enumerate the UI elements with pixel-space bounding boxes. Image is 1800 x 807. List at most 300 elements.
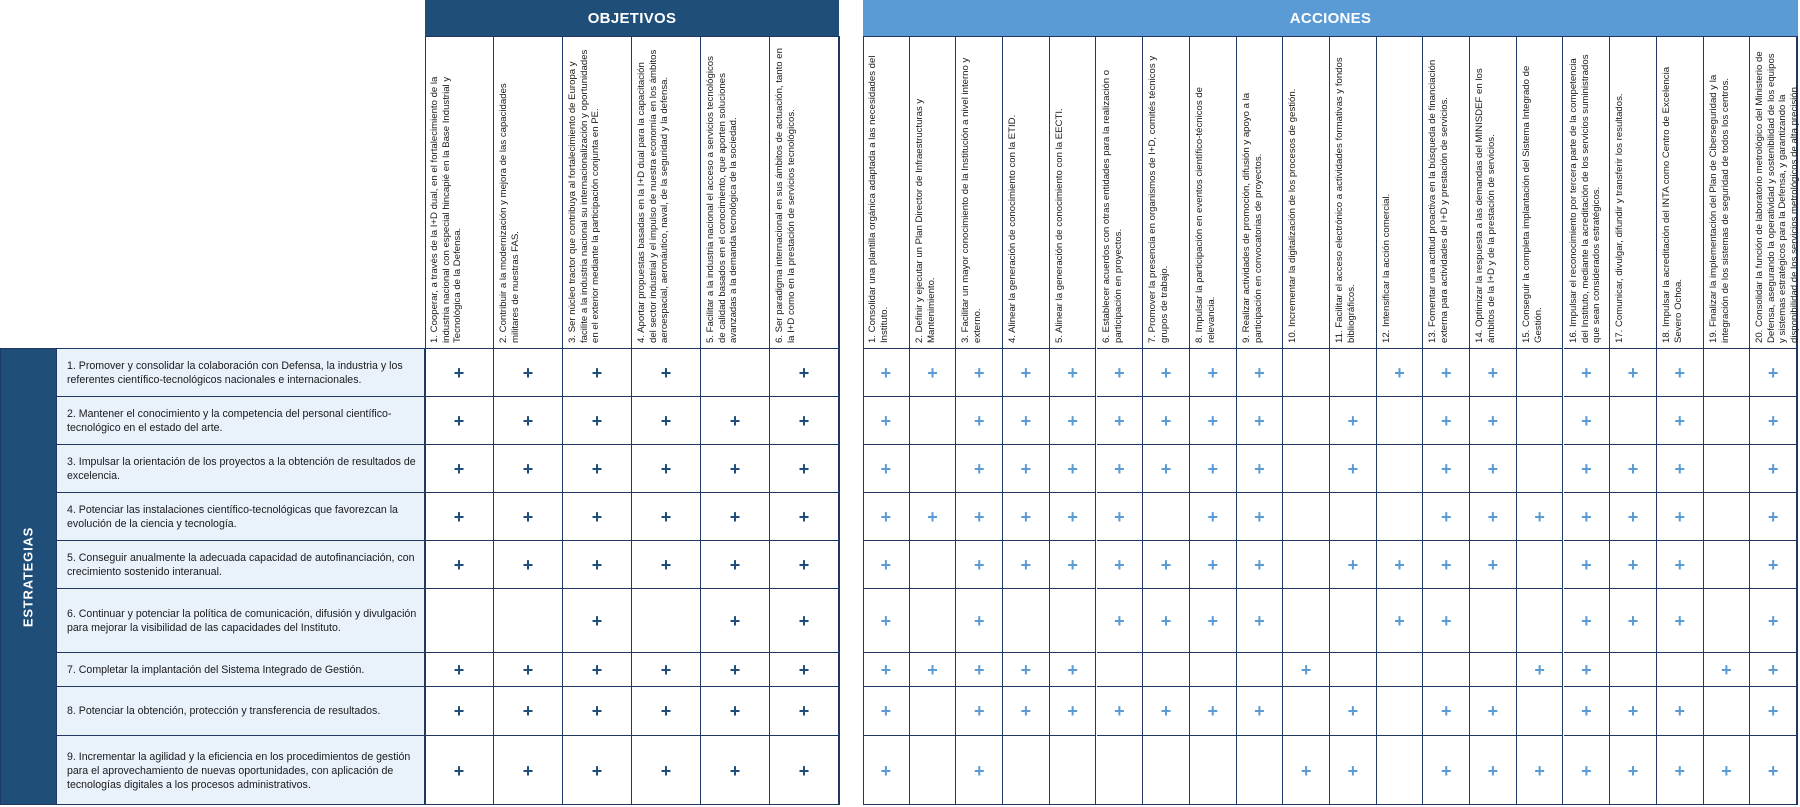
action-cell <box>1003 444 1050 492</box>
objective-cell <box>425 348 494 396</box>
action-column-19 <box>1704 36 1751 348</box>
plus-mark-icon: + <box>522 554 534 575</box>
action-cell <box>1050 396 1097 444</box>
action-column-13 <box>1423 36 1470 348</box>
objective-cell <box>632 444 701 492</box>
action-cell <box>1517 652 1564 686</box>
action-cell <box>1423 686 1470 735</box>
action-column-4 <box>1003 36 1050 348</box>
plus-mark-icon: + <box>1020 554 1032 575</box>
plus-mark-icon: + <box>1160 362 1172 383</box>
plus-mark-icon: + <box>1160 458 1172 479</box>
action-cell <box>1423 444 1470 492</box>
plus-mark-icon: + <box>1067 410 1078 431</box>
plus-mark-icon: + <box>1254 410 1265 431</box>
objective-cell <box>425 686 494 735</box>
objective-cell <box>770 348 839 396</box>
plus-mark-icon: + <box>1487 554 1499 575</box>
action-cell <box>1423 735 1470 805</box>
plus-mark-icon: + <box>1767 506 1779 527</box>
plus-mark-icon: + <box>1067 506 1078 527</box>
action-cell <box>1330 348 1377 396</box>
objective-cell <box>563 348 632 396</box>
action-column-2-label: 2. Definir y ejecutar un Plan Director de Infraestructuras y Mantenimiento. <box>913 98 937 343</box>
action-cell <box>1657 735 1704 805</box>
plus-mark-icon: + <box>660 760 672 781</box>
plus-mark-icon: + <box>1534 760 1545 781</box>
plus-mark-icon: + <box>729 410 741 431</box>
objective-cell <box>632 588 701 652</box>
action-cell <box>1750 444 1797 492</box>
plus-mark-icon: + <box>1114 362 1125 383</box>
action-cell <box>1050 492 1097 540</box>
plus-mark-icon: + <box>1581 701 1592 721</box>
objective-cell <box>632 492 701 540</box>
objective-cell <box>770 686 839 735</box>
action-cell <box>1704 686 1751 735</box>
objective-cell <box>701 652 770 686</box>
action-cell <box>910 652 957 686</box>
action-cell <box>910 492 957 540</box>
action-cell <box>1330 686 1377 735</box>
action-cell <box>863 588 910 652</box>
action-cell <box>1657 686 1704 735</box>
action-column-20 <box>1750 36 1800 348</box>
action-cell <box>1003 492 1050 540</box>
action-cell <box>1564 652 1611 686</box>
action-cell <box>1190 396 1237 444</box>
objective-cell <box>563 735 632 805</box>
action-column-15-label: 15. Conseguir la completa implantación del Sistema Integrado de Gestión. <box>1520 65 1544 343</box>
action-cell <box>956 588 1003 652</box>
action-cell <box>1143 735 1190 805</box>
action-cell <box>1610 652 1657 686</box>
plus-mark-icon: + <box>1581 410 1592 431</box>
plus-mark-icon: + <box>880 760 892 781</box>
objective-cell <box>632 686 701 735</box>
action-cell <box>1003 686 1050 735</box>
action-column-8 <box>1190 36 1237 348</box>
plus-mark-icon: + <box>880 458 892 479</box>
plus-mark-icon: + <box>1020 362 1032 383</box>
action-cell <box>1704 348 1751 396</box>
action-column-9-label: 9. Realizar actividades de promoción, difusión y apoyo a la participación en convocatorias de proyectos. <box>1240 92 1264 343</box>
plus-mark-icon: + <box>591 458 603 479</box>
plus-mark-icon: + <box>798 554 810 575</box>
action-cell <box>1750 735 1797 805</box>
action-cell <box>910 588 957 652</box>
plus-mark-icon: + <box>1347 760 1359 781</box>
plus-mark-icon: + <box>1767 701 1779 721</box>
plus-mark-icon: + <box>1581 362 1592 383</box>
action-column-14-label: 14. Optimizar la respuesta a las demandas del MINISDEF en los ámbitos de la I+D y de la prestación de servicios. <box>1474 68 1497 343</box>
action-cell <box>1143 540 1190 588</box>
action-column-5 <box>1050 36 1097 348</box>
objective-cell <box>563 444 632 492</box>
action-cell <box>1283 396 1330 444</box>
plus-mark-icon: + <box>1207 458 1218 479</box>
action-cell <box>1750 348 1797 396</box>
action-cell <box>1003 348 1050 396</box>
action-cell <box>956 348 1003 396</box>
action-cell <box>910 396 957 444</box>
action-cell <box>1657 652 1704 686</box>
objective-column-6 <box>770 36 839 348</box>
action-cell <box>1050 686 1097 735</box>
objective-cell <box>494 735 563 805</box>
plus-mark-icon: + <box>880 701 892 721</box>
plus-mark-icon: + <box>1534 659 1545 680</box>
objective-cell <box>494 492 563 540</box>
action-cell <box>1423 396 1470 444</box>
objective-cell <box>701 348 770 396</box>
plus-mark-icon: + <box>1674 760 1685 781</box>
action-cell <box>1470 540 1517 588</box>
plus-mark-icon: + <box>1627 362 1639 383</box>
action-cell <box>1564 444 1611 492</box>
plus-mark-icon: + <box>1020 659 1032 680</box>
action-cell <box>1750 396 1797 444</box>
action-cell <box>1704 444 1751 492</box>
plus-mark-icon: + <box>1394 554 1405 575</box>
plus-mark-icon: + <box>798 610 810 631</box>
plus-mark-icon: + <box>1487 506 1499 527</box>
objective-column-1 <box>425 36 494 348</box>
plus-mark-icon: + <box>1207 554 1218 575</box>
plus-mark-icon: + <box>1114 610 1125 631</box>
action-column-10-label: 10. Incrementar la digitalización de los procesos de gestión. <box>1287 88 1299 343</box>
action-cell <box>1610 686 1657 735</box>
action-cell <box>1657 396 1704 444</box>
plus-mark-icon: + <box>1347 554 1359 575</box>
action-column-8-label: 8. Impulsar la participación en eventos científico-técnicos de relevancia. <box>1193 87 1217 343</box>
action-cell <box>1190 686 1237 735</box>
action-cell <box>1517 348 1564 396</box>
action-cell <box>1423 540 1470 588</box>
action-cell <box>1190 735 1237 805</box>
objective-cell <box>494 686 563 735</box>
action-cell <box>1377 396 1424 444</box>
action-cell <box>1050 348 1097 396</box>
plus-mark-icon: + <box>522 410 534 431</box>
action-cell <box>1564 588 1611 652</box>
action-cell <box>1190 540 1237 588</box>
action-cell <box>1377 540 1424 588</box>
plus-mark-icon: + <box>729 659 741 680</box>
strategy-row-label: 6. Continuar y potenciar la política de comunicación, difusión y divulgación para mejorar la visibilidad de las capacidades del Instituto. <box>56 588 425 652</box>
plus-mark-icon: + <box>880 506 892 527</box>
objective-cell <box>563 686 632 735</box>
action-cell <box>1143 652 1190 686</box>
action-cell <box>1564 735 1611 805</box>
plus-mark-icon: + <box>522 760 534 781</box>
action-cell <box>1610 735 1657 805</box>
objective-cell <box>770 492 839 540</box>
objective-cell <box>563 396 632 444</box>
plus-mark-icon: + <box>453 506 465 527</box>
action-column-16 <box>1564 36 1611 348</box>
plus-mark-icon: + <box>1487 701 1499 721</box>
plus-mark-icon: + <box>1674 610 1685 631</box>
plus-mark-icon: + <box>1160 410 1172 431</box>
plus-mark-icon: + <box>1020 410 1032 431</box>
plus-mark-icon: + <box>1114 458 1125 479</box>
action-cell <box>1704 735 1751 805</box>
action-cell <box>956 652 1003 686</box>
plus-mark-icon: + <box>591 760 603 781</box>
plus-mark-icon: + <box>798 362 810 383</box>
action-cell <box>1564 396 1611 444</box>
action-column-1-label: 1. Consolidar una plantilla orgánica adaptada a las necesidades del Instituto. <box>867 55 890 343</box>
strategies-band <box>0 348 56 805</box>
action-cell <box>1470 492 1517 540</box>
action-cell <box>1470 686 1517 735</box>
objective-cell <box>563 588 632 652</box>
plus-mark-icon: + <box>1581 554 1592 575</box>
action-cell <box>1750 588 1797 652</box>
plus-mark-icon: + <box>1160 610 1172 631</box>
plus-mark-icon: + <box>880 659 892 680</box>
plus-mark-icon: + <box>798 659 810 680</box>
objective-cell <box>494 540 563 588</box>
objective-cell <box>425 735 494 805</box>
plus-mark-icon: + <box>1581 659 1592 680</box>
action-column-11-label: 11. Facilitar el acceso electrónico a actividades formativas y fondos bibliográficos. <box>1334 57 1357 343</box>
action-column-18 <box>1657 36 1704 348</box>
action-cell <box>863 444 910 492</box>
action-cell <box>1143 686 1190 735</box>
strategy-row-label: 4. Potenciar las instalaciones científico-tecnológicas que favorezcan la evolución de la ciencia y tecnología. <box>56 492 425 540</box>
plus-mark-icon: + <box>1581 610 1592 631</box>
objective-cell <box>494 588 563 652</box>
action-cell <box>1330 492 1377 540</box>
action-column-13-label: 13. Fomentar una actitud proactiva en la búsqueda de financiación externa para actividades de I+D y prestación de servicios. <box>1427 59 1450 343</box>
action-cell <box>1564 686 1611 735</box>
plus-mark-icon: + <box>729 760 741 781</box>
action-cell <box>1564 492 1611 540</box>
plus-mark-icon: + <box>522 362 534 383</box>
plus-mark-icon: + <box>1674 554 1685 575</box>
plus-mark-icon: + <box>798 506 810 527</box>
block-separator <box>851 0 863 807</box>
plus-mark-icon: + <box>591 506 603 527</box>
action-column-5-label: 5. Alinear la generación de conocimiento con la EECTI. <box>1053 108 1065 343</box>
action-cell <box>1050 652 1097 686</box>
plus-mark-icon: + <box>973 659 985 680</box>
objective-cell <box>563 540 632 588</box>
strategy-row-label: 8. Potenciar la obtención, protección y transferencia de resultados. <box>56 686 425 735</box>
action-cell <box>1097 588 1144 652</box>
plus-mark-icon: + <box>591 659 603 680</box>
action-cell <box>956 444 1003 492</box>
objective-column-5 <box>701 36 770 348</box>
action-cell <box>1423 492 1470 540</box>
plus-mark-icon: + <box>1207 410 1218 431</box>
action-cell <box>910 444 957 492</box>
plus-mark-icon: + <box>927 506 938 527</box>
action-cell <box>1237 540 1284 588</box>
plus-mark-icon: + <box>1020 701 1032 721</box>
plus-mark-icon: + <box>927 659 938 680</box>
plus-mark-icon: + <box>1254 458 1265 479</box>
plus-mark-icon: + <box>1067 701 1078 721</box>
plus-mark-icon: + <box>973 701 985 721</box>
action-cell <box>1423 348 1470 396</box>
plus-mark-icon: + <box>1767 554 1779 575</box>
plus-mark-icon: + <box>591 610 603 631</box>
plus-mark-icon: + <box>798 701 810 721</box>
action-cell <box>863 686 910 735</box>
plus-mark-icon: + <box>729 610 741 631</box>
plus-mark-icon: + <box>660 506 672 527</box>
objective-cell <box>425 492 494 540</box>
plus-mark-icon: + <box>1440 554 1452 575</box>
action-cell <box>956 492 1003 540</box>
action-cell <box>1003 396 1050 444</box>
action-cell <box>1704 540 1751 588</box>
action-cell <box>1190 588 1237 652</box>
action-cell <box>1097 348 1144 396</box>
plus-mark-icon: + <box>1721 659 1732 680</box>
action-cell <box>1097 396 1144 444</box>
action-column-17-label: 17. Comunicar, divulgar, difundir y transferir los resultados. <box>1614 93 1626 343</box>
objective-cell <box>701 588 770 652</box>
action-cell <box>863 652 910 686</box>
plus-mark-icon: + <box>973 760 985 781</box>
action-cell <box>1050 735 1097 805</box>
action-cell <box>1657 348 1704 396</box>
plus-mark-icon: + <box>1767 760 1779 781</box>
plus-mark-icon: + <box>973 610 985 631</box>
plus-mark-icon: + <box>1487 410 1499 431</box>
action-cell <box>1517 540 1564 588</box>
action-cell <box>1657 540 1704 588</box>
action-cell <box>1750 652 1797 686</box>
plus-mark-icon: + <box>973 458 985 479</box>
plus-mark-icon: + <box>1114 410 1125 431</box>
plus-mark-icon: + <box>1767 410 1779 431</box>
objective-cell <box>632 735 701 805</box>
plus-mark-icon: + <box>1767 458 1779 479</box>
objective-cell <box>701 540 770 588</box>
objective-cell <box>701 444 770 492</box>
plus-mark-icon: + <box>453 458 465 479</box>
objective-column-2-label: 2. Contribuir a la modernización y mejora de las capacidades militares de nuestras FAS. <box>498 83 521 343</box>
action-cell <box>1704 492 1751 540</box>
plus-mark-icon: + <box>973 554 985 575</box>
plus-mark-icon: + <box>1487 760 1499 781</box>
strategies-band-label: ESTRATEGIAS <box>20 526 36 627</box>
action-cell <box>1423 652 1470 686</box>
action-cell <box>1283 348 1330 396</box>
action-cell <box>1283 588 1330 652</box>
action-column-10 <box>1283 36 1330 348</box>
plus-mark-icon: + <box>660 410 672 431</box>
plus-mark-icon: + <box>1674 410 1685 431</box>
action-cell <box>863 540 910 588</box>
objective-cell <box>770 588 839 652</box>
action-cell <box>1517 735 1564 805</box>
plus-mark-icon: + <box>1440 458 1452 479</box>
plus-mark-icon: + <box>1487 458 1499 479</box>
plus-mark-icon: + <box>591 701 603 721</box>
action-cell <box>1237 396 1284 444</box>
plus-mark-icon: + <box>1067 659 1078 680</box>
objective-column-2 <box>494 36 563 348</box>
plus-mark-icon: + <box>1207 610 1218 631</box>
action-column-18-label: 18. Impulsar la acreditación del INTA como Centro de Excelencia Severo Ochoa. <box>1660 66 1684 343</box>
plus-mark-icon: + <box>1114 701 1125 721</box>
action-column-12 <box>1377 36 1424 348</box>
objective-cell <box>770 652 839 686</box>
plus-mark-icon: + <box>1347 701 1359 721</box>
action-cell <box>1097 735 1144 805</box>
plus-mark-icon: + <box>1581 506 1592 527</box>
action-cell <box>1750 686 1797 735</box>
plus-mark-icon: + <box>1674 506 1685 527</box>
plus-mark-icon: + <box>453 554 465 575</box>
action-cell <box>910 735 957 805</box>
action-cell <box>1003 540 1050 588</box>
plus-mark-icon: + <box>1347 410 1359 431</box>
plus-mark-icon: + <box>1674 701 1685 721</box>
plus-mark-icon: + <box>1300 659 1312 680</box>
action-cell <box>1283 540 1330 588</box>
plus-mark-icon: + <box>729 701 741 721</box>
plus-mark-icon: + <box>1674 362 1685 383</box>
plus-mark-icon: + <box>1627 610 1639 631</box>
action-column-6 <box>1097 36 1144 348</box>
plus-mark-icon: + <box>453 760 465 781</box>
action-cell <box>1283 492 1330 540</box>
plus-mark-icon: + <box>1440 506 1452 527</box>
plus-mark-icon: + <box>453 410 465 431</box>
objective-cell <box>770 540 839 588</box>
objective-cell <box>632 540 701 588</box>
action-cell <box>1377 492 1424 540</box>
action-column-3 <box>956 36 1003 348</box>
objective-column-5-label: 5. Facilitar a la industria nacional el acceso a servicios tecnológicos de calidad basados en el conocimiento, que aporten soluciones avanzadas a la demanda tecnológica de la sociedad. <box>705 56 739 343</box>
plus-mark-icon: + <box>798 410 810 431</box>
action-cell <box>1003 735 1050 805</box>
action-cell <box>1190 348 1237 396</box>
action-cell <box>1097 444 1144 492</box>
plus-mark-icon: + <box>1674 458 1685 479</box>
action-cell <box>1470 735 1517 805</box>
plus-mark-icon: + <box>522 701 534 721</box>
plus-mark-icon: + <box>1440 410 1452 431</box>
action-cell <box>1283 444 1330 492</box>
action-cell <box>1237 735 1284 805</box>
action-column-1 <box>863 36 910 348</box>
plus-mark-icon: + <box>729 458 741 479</box>
plus-mark-icon: + <box>1254 506 1265 527</box>
objective-cell <box>425 588 494 652</box>
plus-mark-icon: + <box>1767 659 1779 680</box>
plus-mark-icon: + <box>453 659 465 680</box>
plus-mark-icon: + <box>1067 458 1078 479</box>
plus-mark-icon: + <box>1627 701 1639 721</box>
plus-mark-icon: + <box>453 701 465 721</box>
action-column-11 <box>1330 36 1377 348</box>
action-cell <box>1283 735 1330 805</box>
plus-mark-icon: + <box>880 610 892 631</box>
action-cell <box>956 686 1003 735</box>
action-cell <box>863 492 910 540</box>
objective-column-1-label: 1. Cooperar, a través de la I+D dual, en el fortalecimiento de la industria nacional con especial hincapié en la Base Industrial y Tecnológica de la Defensa. <box>429 76 463 343</box>
action-cell <box>1610 396 1657 444</box>
action-column-15 <box>1517 36 1564 348</box>
